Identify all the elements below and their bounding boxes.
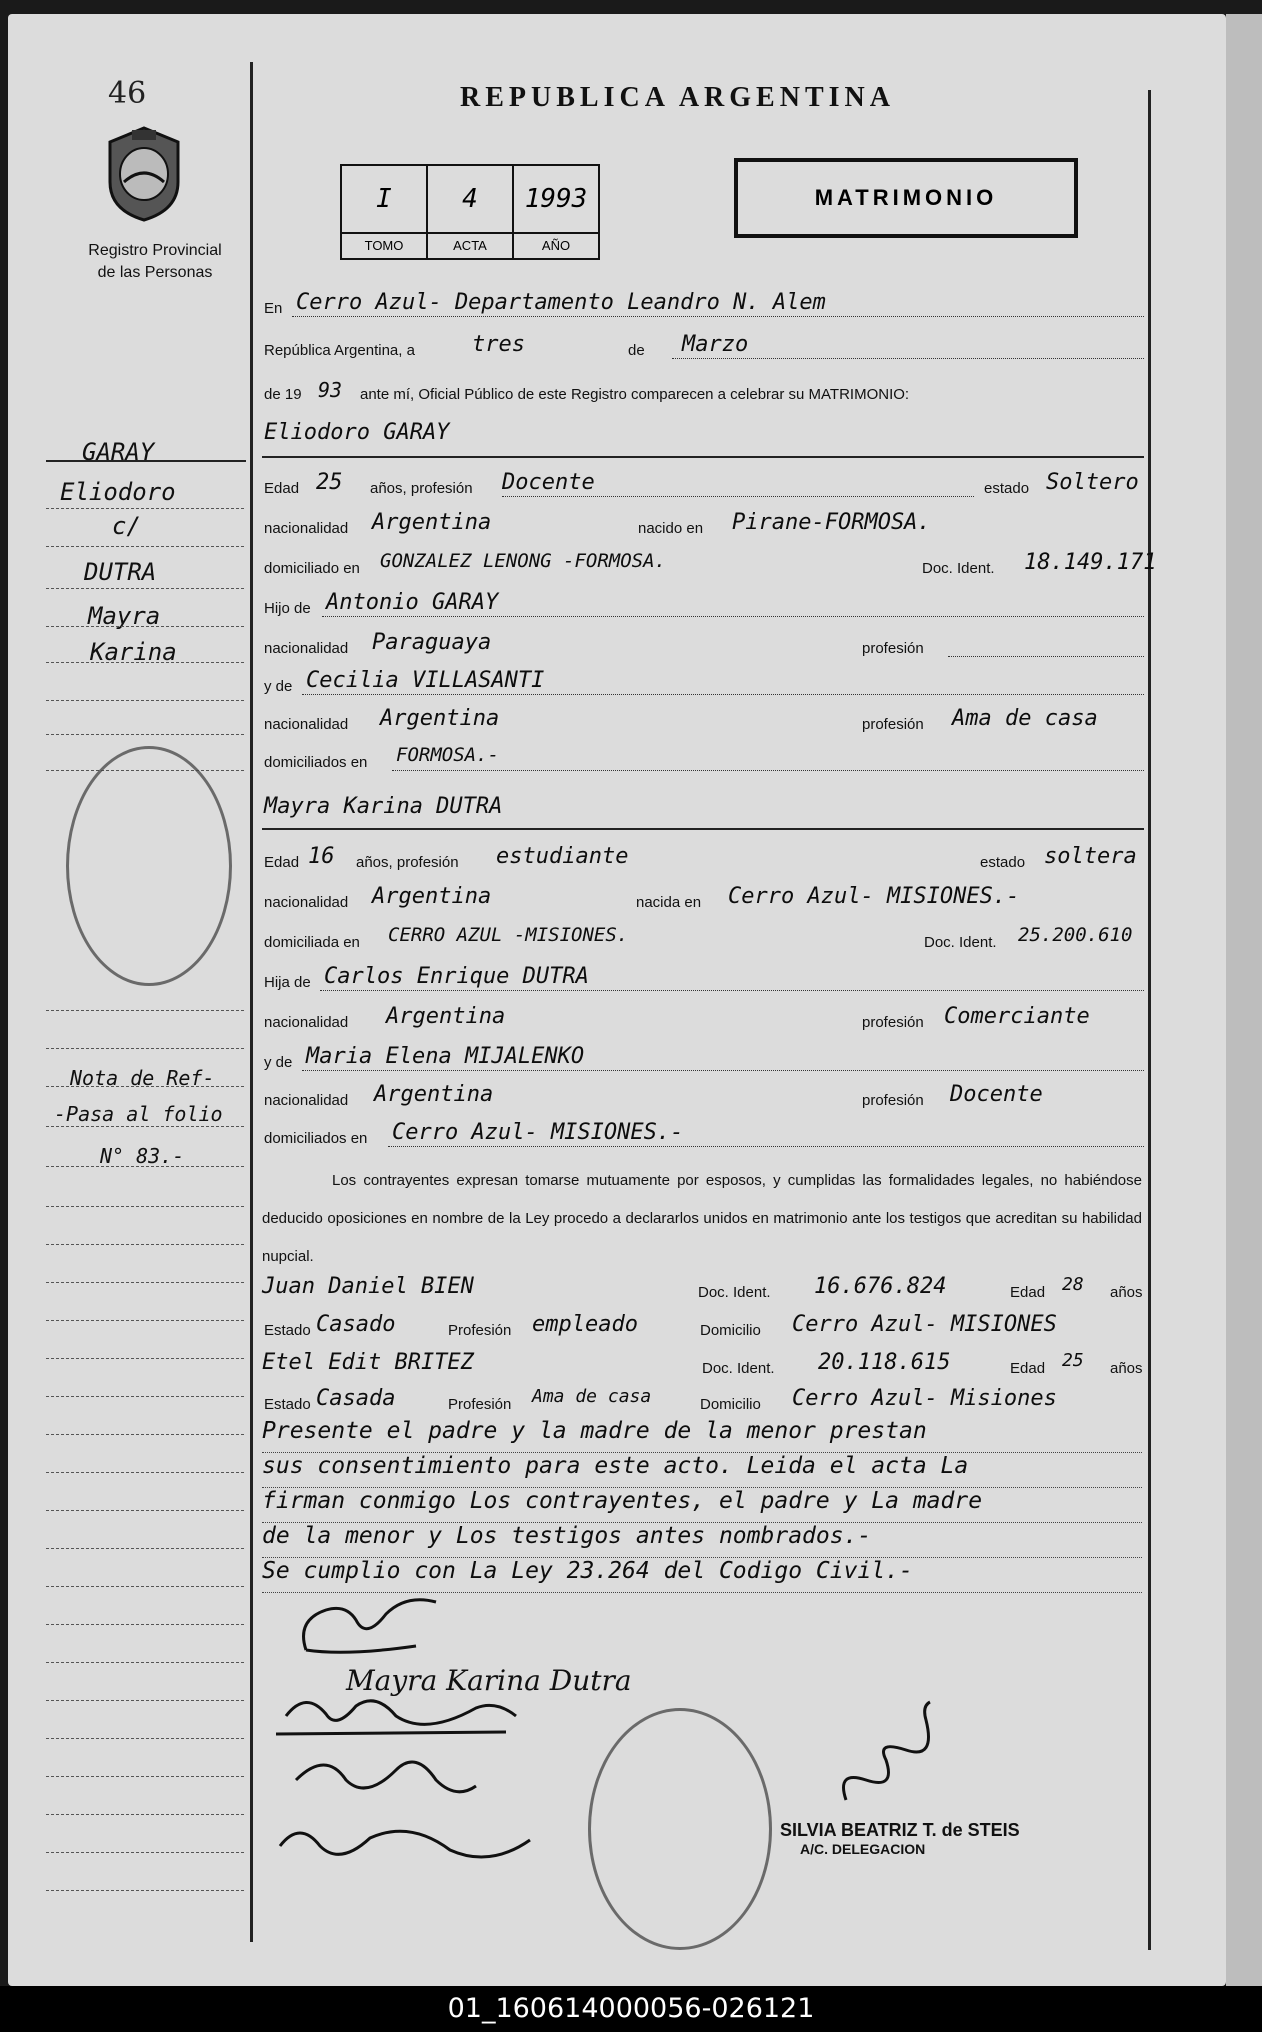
- margin-line: [46, 1010, 244, 1011]
- country-heading: REPUBLICA ARGENTINA: [460, 82, 895, 113]
- label-profesion: Profesión: [448, 1322, 512, 1339]
- margin-line: [46, 662, 244, 663]
- father-signature-icon: [276, 1686, 536, 1746]
- year-value: 93: [318, 378, 343, 402]
- groom-name-row: [262, 420, 1144, 450]
- official-stamp-text: [780, 1820, 1020, 1857]
- margin-line: [46, 1700, 244, 1701]
- witness2-address: Cerro Azul- Misiones: [792, 1386, 1057, 1411]
- groom-parents-address: FORMOSA.-: [396, 744, 499, 766]
- label-edad: Edad: [1010, 1360, 1046, 1377]
- witness2-name: Etel Edit BRITEZ: [262, 1350, 474, 1375]
- label-profesion: profesión: [862, 1014, 924, 1031]
- bride-mother-nat-row: [262, 1082, 1144, 1112]
- bride-mother-prof: Docente: [950, 1082, 1043, 1107]
- registry-label-line1: Registro Provincial: [88, 242, 222, 259]
- margin-line: [46, 1776, 244, 1777]
- label-doc-ident: Doc. Ident.: [922, 560, 995, 577]
- margin-given2a: Mayra: [88, 602, 161, 630]
- dotted-line: [320, 990, 1144, 991]
- page-number: 46: [108, 76, 147, 111]
- witness2-signature-icon: [270, 1810, 550, 1880]
- bride-age: 16: [308, 844, 335, 869]
- margin-line: [46, 1396, 244, 1397]
- bride-mother-row: [262, 1044, 1144, 1074]
- bride-nationality: Argentina: [372, 884, 492, 909]
- tomo-value: I: [376, 184, 392, 214]
- bride-father-prof: Comerciante: [944, 1004, 1090, 1029]
- anio-label: AÑO: [514, 232, 598, 258]
- margin-line: [46, 1814, 244, 1815]
- official-name: SILVIA BEATRIZ T. de STEIS: [780, 1820, 1020, 1840]
- margin-conj: c/: [112, 512, 141, 540]
- acta-label: ACTA: [428, 232, 512, 258]
- bride-father-nat: Argentina: [386, 1004, 506, 1029]
- label-en: En: [264, 300, 283, 317]
- acta-cell: [428, 166, 514, 258]
- margin-given1: Eliodoro: [60, 478, 176, 506]
- margin-ref2: -Pasa al folio: [54, 1102, 223, 1126]
- label-nacionalidad: nacionalidad: [264, 1014, 349, 1031]
- witness2-doc: 20.118.615: [818, 1350, 951, 1375]
- margin-line: [46, 1282, 244, 1283]
- margin-divider: [250, 62, 253, 1942]
- label-edad: Edad: [264, 480, 300, 497]
- margin-line: [46, 1126, 244, 1127]
- groom-father: Antonio GARAY: [326, 590, 499, 615]
- margin-line: [46, 1852, 244, 1853]
- margin-surname2: DUTRA: [84, 558, 157, 586]
- groom-address-row: [262, 550, 1157, 580]
- witness2-name-row: [262, 1350, 1144, 1380]
- label-de: de: [628, 342, 645, 359]
- bride-mother-nat: Argentina: [374, 1082, 494, 1107]
- note-line: de la menor y Los testigos antes nombrados.-: [262, 1523, 1142, 1558]
- dotted-line: [502, 496, 974, 497]
- label-nacionalidad: nacionalidad: [264, 640, 349, 657]
- tomo-label: TOMO: [342, 232, 426, 258]
- record-type-title: MATRIMONIO: [734, 158, 1078, 238]
- margin-line: [46, 1890, 244, 1891]
- witness1-detail-row: [262, 1312, 1144, 1342]
- registry-stamp-left: [66, 746, 232, 986]
- label-profesion: profesión: [862, 716, 924, 733]
- label-edad: Edad: [1010, 1284, 1046, 1301]
- witness2-status: Casada: [316, 1386, 396, 1411]
- margin-line: [46, 546, 244, 547]
- note-line: Se cumplio con La Ley 23.264 del Codigo Civil.-: [262, 1558, 1142, 1593]
- margin-surname1: GARAY: [82, 438, 155, 466]
- label-domiciliada-en: domiciliada en: [264, 934, 360, 951]
- margin-line: [46, 1738, 244, 1739]
- label-anos-profesion: años, profesión: [370, 480, 473, 497]
- groom-born-in: Pirane-FORMOSA.: [732, 510, 931, 535]
- dotted-line: [302, 1070, 1144, 1071]
- registry-label: [60, 240, 250, 284]
- bride-name-row: [262, 794, 1144, 824]
- section-rule: [262, 828, 1144, 830]
- provincial-emblem-icon: [102, 124, 186, 222]
- place-value: Cerro Azul- Departamento Leandro N. Alem: [296, 290, 826, 315]
- groom-name: Eliodoro GARAY: [264, 420, 450, 445]
- label-nacido-en: nacido en: [638, 520, 704, 537]
- label-y-de: y de: [264, 1054, 293, 1071]
- label-hija-de: Hija de: [264, 974, 311, 991]
- margin-line: [46, 1434, 244, 1435]
- label-profesion: profesión: [862, 1092, 924, 1109]
- intro-row: [262, 376, 1144, 406]
- dotted-line: [948, 656, 1144, 657]
- bride-name: Mayra Karina DUTRA: [264, 794, 503, 819]
- acta-value: 4: [462, 184, 478, 214]
- groom-mother: Cecilia VILLASANTI: [306, 668, 545, 693]
- groom-parents-address-row: [262, 744, 1144, 774]
- margin-line: [46, 1548, 244, 1549]
- book-binding: [1226, 14, 1262, 1986]
- image-caption: 01_160614000056-026121: [0, 1986, 1262, 2032]
- note-line: Presente el padre y la madre de la menor prestan: [262, 1418, 1142, 1453]
- bride-parents-address-row: [262, 1120, 1144, 1150]
- margin-line: [46, 1472, 244, 1473]
- groom-status: Soltero: [1046, 470, 1139, 495]
- margin-given2b: Karina: [90, 638, 177, 666]
- witness1-name: Juan Daniel BIEN: [262, 1274, 474, 1299]
- handwritten-notes: [262, 1418, 1142, 1593]
- note-line: firman conmigo Los contrayentes, el padre y La madre: [262, 1488, 1142, 1523]
- groom-age: 25: [316, 470, 343, 495]
- margin-line: [46, 1510, 244, 1511]
- label-doc-ident: Doc. Ident.: [924, 934, 997, 951]
- day-value: tres: [472, 332, 525, 357]
- dotted-line: [672, 358, 1144, 359]
- dotted-line: [322, 616, 1144, 617]
- label-nacida-en: nacida en: [636, 894, 702, 911]
- groom-nationality: Argentina: [372, 510, 492, 535]
- tomo-cell: [342, 166, 428, 258]
- groom-nat-row: [262, 510, 1144, 540]
- dotted-line: [302, 694, 1144, 695]
- margin-line: [46, 626, 244, 627]
- witness1-doc: 16.676.824: [814, 1274, 947, 1299]
- official-role: A/C. DELEGACION: [800, 1841, 926, 1857]
- label-domiciliados-en: domiciliados en: [264, 754, 368, 771]
- witness1-address: Cerro Azul- MISIONES: [792, 1312, 1057, 1337]
- witness1-signature-icon: [286, 1740, 486, 1810]
- bride-address-row: [262, 924, 1144, 954]
- label-de19: de 19: [264, 386, 302, 403]
- margin-line: [46, 1206, 244, 1207]
- dotted-line: [388, 1146, 1144, 1147]
- bride-address: CERRO AZUL -MISIONES.: [388, 924, 629, 946]
- bride-mother: Maria Elena MIJALENKO: [306, 1044, 585, 1069]
- margin-line: [46, 1358, 244, 1359]
- groom-mother-nat: Argentina: [380, 706, 500, 731]
- intro-text: ante mí, Oficial Público de este Registro comparecen a celebrar su MATRIMONIO:: [360, 386, 910, 403]
- label-edad: Edad: [264, 854, 300, 871]
- bride-signature: Mayra Karina Dutra: [346, 1664, 632, 1697]
- label-domiciliado-en: domiciliado en: [264, 560, 360, 577]
- groom-mother-nat-row: [262, 706, 1144, 736]
- label-estado: estado: [980, 854, 1026, 871]
- dotted-line: [392, 770, 1144, 771]
- margin-line: [46, 1048, 244, 1049]
- bride-doc: 25.200.610: [1018, 924, 1133, 946]
- label-nacionalidad: nacionalidad: [264, 894, 349, 911]
- witness1-name-row: [262, 1274, 1144, 1304]
- label-doc-ident: Doc. Ident.: [698, 1284, 771, 1301]
- declaration-text: Los contrayentes expresan tomarse mutuamente por esposos, y cumplidas las formalidades legales, no habiéndose deducido oposiciones en nombre de la Ley procedo a declararlos unidos en matrimonio ante los testigos que acreditan su habilidad nupcial.: [262, 1172, 1142, 1265]
- margin-line: [46, 1662, 244, 1663]
- label-profesion: Profesión: [448, 1396, 512, 1413]
- label-estado: Estado: [264, 1322, 311, 1339]
- witness2-detail-row: [262, 1386, 1144, 1416]
- label-domicilio: Domicilio: [700, 1396, 761, 1413]
- groom-father-row: [262, 590, 1144, 620]
- anio-cell: [514, 166, 598, 258]
- groom-signature-icon: [286, 1590, 456, 1670]
- margin-line: [46, 1624, 244, 1625]
- witness1-age: 28: [1062, 1274, 1084, 1295]
- label-nacionalidad: nacionalidad: [264, 520, 349, 537]
- label-y-de: y de: [264, 678, 293, 695]
- groom-age-row: [262, 470, 1144, 500]
- place-row: [262, 290, 1144, 320]
- bride-parents-address: Cerro Azul- MISIONES.-: [392, 1120, 684, 1145]
- registry-stamp-official: [588, 1708, 772, 1950]
- bride-father-row: [262, 964, 1144, 994]
- margin-ref1: Nota de Ref-: [70, 1066, 215, 1090]
- bride-nat-row: [262, 884, 1144, 914]
- record-id-table: [340, 164, 600, 260]
- bride-father: Carlos Enrique DUTRA: [324, 964, 589, 989]
- label-doc-ident: Doc. Ident.: [702, 1360, 775, 1377]
- note-line: sus consentimiento para este acto. Leida el acta La: [262, 1453, 1142, 1488]
- dotted-line: [292, 316, 1144, 317]
- anio-value: 1993: [524, 184, 588, 214]
- groom-profession: Docente: [502, 470, 595, 495]
- label-anos-profesion: años, profesión: [356, 854, 459, 871]
- label-anos: años: [1110, 1360, 1143, 1377]
- bride-born-in: Cerro Azul- MISIONES.-: [728, 884, 1020, 909]
- groom-father-nat-row: [262, 630, 1144, 660]
- label-estado: estado: [984, 480, 1030, 497]
- bride-profession: estudiante: [496, 844, 629, 869]
- groom-mother-row: [262, 668, 1144, 698]
- label-domicilio: Domicilio: [700, 1322, 761, 1339]
- right-border: [1148, 90, 1151, 1950]
- bride-status: soltera: [1044, 844, 1137, 869]
- label-hijo-de: Hijo de: [264, 600, 311, 617]
- official-signature-icon: [826, 1700, 956, 1820]
- groom-father-nat: Paraguaya: [372, 630, 492, 655]
- date-row: [262, 332, 1144, 362]
- label-nacionalidad: nacionalidad: [264, 1092, 349, 1109]
- groom-mother-prof: Ama de casa: [952, 706, 1098, 731]
- margin-line: [46, 1320, 244, 1321]
- margin-line: [46, 1244, 244, 1245]
- label-republica: República Argentina, a: [264, 342, 415, 359]
- section-rule: [262, 456, 1144, 458]
- month-value: Marzo: [682, 332, 749, 357]
- registry-label-line2: de las Personas: [97, 264, 213, 281]
- witness1-profession: empleado: [532, 1312, 638, 1337]
- groom-address: GONZALEZ LENONG -FORMOSA.: [380, 550, 666, 572]
- witness2-age: 25: [1062, 1350, 1084, 1371]
- label-profesion: profesión: [862, 640, 924, 657]
- bride-age-row: [262, 844, 1144, 874]
- label-domiciliados-en: domiciliados en: [264, 1130, 368, 1147]
- bride-father-nat-row: [262, 1004, 1144, 1034]
- groom-doc: 18.149.171: [1024, 550, 1157, 575]
- margin-line: [46, 734, 244, 735]
- label-anos: años: [1110, 1284, 1143, 1301]
- margin-line: [46, 508, 244, 509]
- margin-line: [46, 1586, 244, 1587]
- witness1-status: Casado: [316, 1312, 396, 1337]
- margin-ref3: N° 83.-: [100, 1144, 185, 1168]
- label-estado: Estado: [264, 1396, 311, 1413]
- margin-line: [46, 588, 244, 589]
- margin-line: [46, 700, 244, 701]
- witness2-profession: Ama de casa: [532, 1386, 652, 1407]
- label-nacionalidad: nacionalidad: [264, 716, 349, 733]
